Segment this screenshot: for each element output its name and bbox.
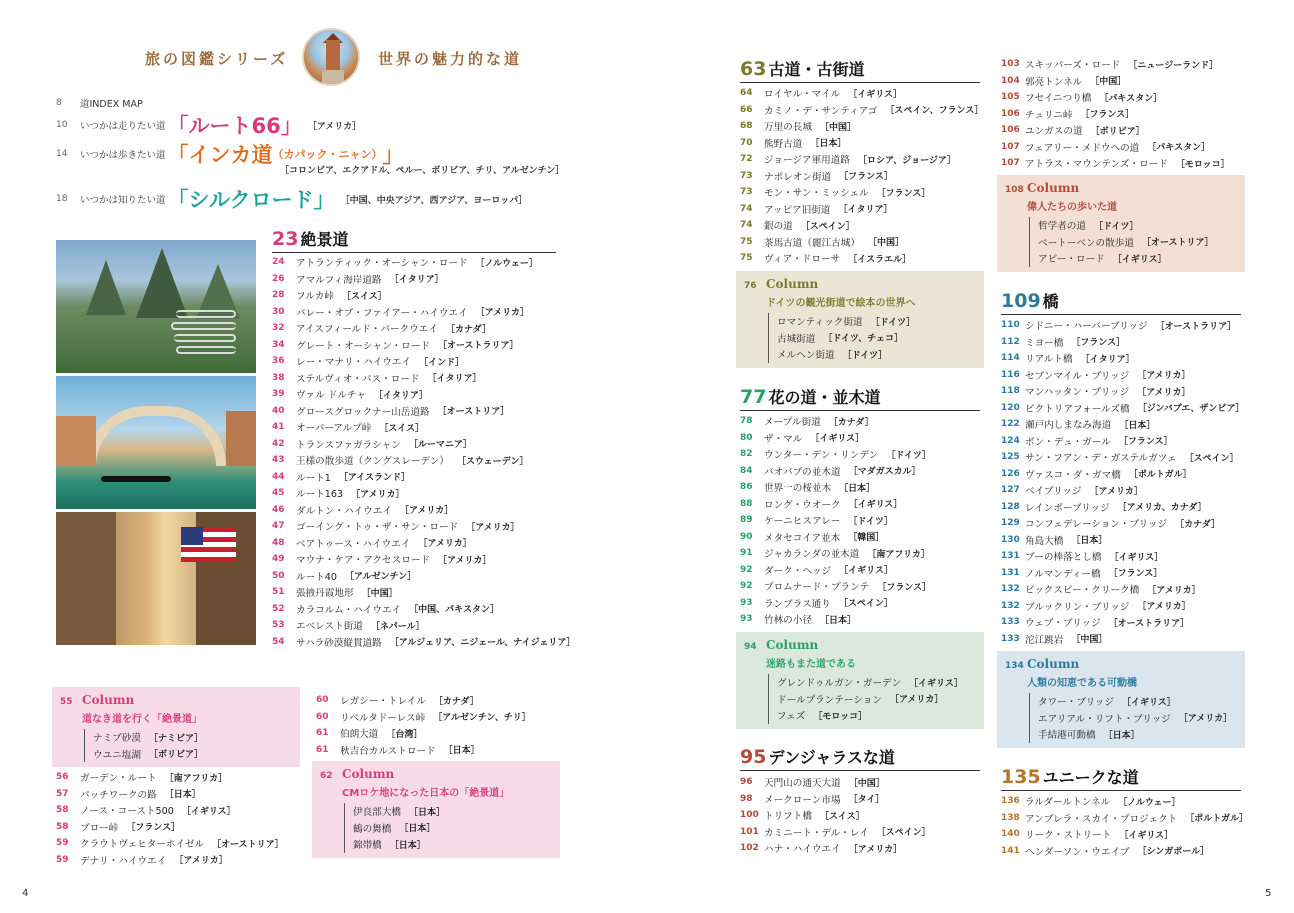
toc-entry[interactable]: 120 ビクトリアフォールズ橋 ［ジンバブエ、ザンビア］ bbox=[1001, 402, 1245, 415]
toc-entry[interactable]: 129 コンフェデレーション・ブリッジ ［カナダ］ bbox=[1001, 518, 1221, 531]
toc-entry[interactable]: 107 アトラス・マウンテンズ・ロード ［モロッコ］ bbox=[1001, 158, 1230, 171]
toc-entry[interactable]: 132 ビックスビー・クリーク橋 ［アメリカ］ bbox=[1001, 584, 1201, 597]
toc-entry[interactable]: 68 万里の長城 ［中国］ bbox=[740, 121, 856, 134]
toc-entry[interactable]: 24 アトランティック・オーシャン・ロード ［ノルウェー］ bbox=[272, 257, 538, 270]
toc-entry[interactable]: 58 ノース・コースト500 ［イギリス］ bbox=[56, 805, 236, 818]
inca-title: 「インカ道 bbox=[167, 143, 273, 167]
toc-entry[interactable]: 89 ケーニヒスアレー ［ドイツ］ bbox=[740, 515, 893, 528]
toc-entry[interactable]: 101 カミニート・デル・レイ ［スペイン］ bbox=[740, 826, 931, 839]
toc-entry[interactable]: 92 プロムナード・プランテ ［フランス］ bbox=[740, 581, 932, 594]
section-23-header: 23 絶景道 bbox=[272, 227, 556, 253]
toc-entry[interactable]: 78 メープル街道 ［カナダ］ bbox=[740, 416, 874, 429]
toc-entry[interactable]: 52 カラコルム・ハイウエイ ［中国、パキスタン］ bbox=[272, 603, 499, 616]
toc-entry[interactable]: 53 エベレスト街道 ［ネパール］ bbox=[272, 620, 425, 633]
column-item[interactable]: ナミブ砂漠 ［ナミビア］ bbox=[93, 733, 203, 745]
toc-entry[interactable]: 102 ハナ・ハイウエイ ［アメリカ］ bbox=[740, 843, 903, 856]
toc-entry[interactable]: 59 デナリ・ハイウエイ ［アメリカ］ bbox=[56, 854, 228, 867]
intro-route66[interactable]: 10 いつかは走りたい道 「ルート66」 ［アメリカ］ bbox=[56, 110, 361, 140]
toc-entry[interactable]: 49 マウナ・ケア・アクセスロード ［アメリカ］ bbox=[272, 554, 492, 567]
toc-entry[interactable]: 75 茶馬古道（麗江古城） ［中国］ bbox=[740, 236, 904, 249]
column-item[interactable]: タワー・ブリッジ ［イギリス］ bbox=[1038, 697, 1176, 709]
route66-title: 「ルート66」 bbox=[167, 114, 302, 138]
toc-entry[interactable]: 74 アッピア旧街道 ［イタリア］ bbox=[740, 203, 893, 216]
column-item[interactable]: ロマンティック街道 ［ドイツ］ bbox=[777, 317, 916, 329]
column-55-box[interactable]: 55 Column 道なき道を行く「絶景道」 ナミブ砂漠 ［ナミビア］ ウユニ塩湖 ［ボリビア］ bbox=[52, 687, 300, 767]
column-item[interactable]: 哲学者の道 ［ドイツ］ bbox=[1038, 221, 1139, 233]
column-item[interactable]: アビー・ロード ［イギリス］ bbox=[1038, 254, 1167, 266]
column-55-subtitle: 道なき道を行く「絶景道」 bbox=[82, 714, 202, 725]
toc-entry[interactable]: 40 グロースグロックナー山岳道路 ［オーストリア］ bbox=[272, 405, 510, 418]
toc-entry[interactable]: 73 モン・サン・ミッシェル ［フランス］ bbox=[740, 187, 931, 200]
toc-entry[interactable]: 42 トランスファガラシャン ［ルーマニア］ bbox=[272, 438, 472, 451]
section-109-list bbox=[1001, 317, 1244, 647]
toc-entry[interactable]: 60 レガシー・トレイル ［カナダ］ bbox=[316, 695, 479, 708]
toc-entry[interactable]: 56 ガーデン・ルート ［南アフリカ］ bbox=[56, 772, 228, 785]
toc-entry[interactable]: 45 ルート163 ［アメリカ］ bbox=[272, 488, 405, 501]
section-135-header: 135 ユニークな道 bbox=[1001, 765, 1241, 791]
list-60 bbox=[316, 692, 531, 758]
toc-entry[interactable]: 44 ルート1 ［アイスランド］ bbox=[272, 471, 410, 484]
toc-entry[interactable]: 114 リアルト橋 ［イタリア］ bbox=[1001, 353, 1135, 366]
list-103 bbox=[1001, 56, 1230, 172]
toc-entry[interactable]: 74 銀の道 ［スペイン］ bbox=[740, 220, 855, 233]
toc-entry[interactable]: 112 ミヨー橋 ［フランス］ bbox=[1001, 336, 1126, 349]
series-title: 旅の図鑑シリーズ bbox=[145, 50, 289, 68]
toc-entry[interactable]: 141 ヘンダーソン・ウエイブ ［シンガポール］ bbox=[1001, 845, 1210, 858]
toc-entry[interactable]: 131 ブーの棒落とし橋 ［イギリス］ bbox=[1001, 551, 1164, 564]
column-76-subtitle: ドイツの観光街道で絵本の世界へ bbox=[766, 298, 916, 309]
toc-entry[interactable]: 98 メークローン市場 ［タイ］ bbox=[740, 793, 885, 806]
toc-entry[interactable]: 130 角島大橋 ［日本］ bbox=[1001, 534, 1108, 547]
toc-entry[interactable]: 46 ダルトン・ハイウエイ ［アメリカ］ bbox=[272, 504, 454, 517]
road-emblem-image bbox=[302, 28, 360, 86]
toc-entry[interactable]: 82 ウンター・デン・リンデン ［ドイツ］ bbox=[740, 449, 931, 462]
right-page bbox=[647, 0, 1294, 913]
section-95-list bbox=[740, 774, 931, 857]
toc-entry[interactable]: 28 フルカ峠 ［スイス］ bbox=[272, 290, 387, 303]
column-134-box[interactable]: 134 Column 人類の知恵である可動橋 タワー・ブリッジ ［イギリス］ エアリアル・リフト・ブリッジ ［アメリカ］ 手結港可動橋 ［日本］ bbox=[997, 651, 1245, 748]
toc-entry[interactable]: 84 バオバブの並木道 ［マダガスカル］ bbox=[740, 465, 921, 478]
toc-entry[interactable]: 72 ジョージア軍用道路 ［ロシア、ジョージア］ bbox=[740, 154, 956, 167]
toc-entry[interactable]: 60 リベルタドーレス峠 ［アルゼンチン、チリ］ bbox=[316, 711, 531, 724]
toc-entry[interactable]: 133 沱江跳岩 ［中国］ bbox=[1001, 633, 1108, 646]
toc-entry[interactable]: 75 ヴィア・ドローサ ［イスラエル］ bbox=[740, 253, 912, 266]
column-76-box[interactable]: 76 Column ドイツの観光街道で絵本の世界へ ロマンティック街道 ［ドイツ］ 古城街道 ［ドイツ、チェコ］ メルヘン街道 ［ドイツ］ bbox=[736, 271, 984, 368]
toc-entry[interactable]: 92 ダーク・ヘッジ ［イギリス］ bbox=[740, 564, 893, 577]
column-item[interactable]: ドールプランテーション ［アメリカ］ bbox=[777, 694, 944, 706]
column-item[interactable]: 錦帯橋 ［日本］ bbox=[353, 840, 426, 852]
column-item[interactable]: グレンドゥルガン・ガーデン ［イギリス］ bbox=[777, 678, 963, 690]
book-title: 世界の魅力的な道 bbox=[378, 50, 523, 68]
toc-entry[interactable]: 88 ロング・ウオーク ［イギリス］ bbox=[740, 498, 903, 511]
column-item[interactable]: 伊良部大橋 ［日本］ bbox=[353, 807, 445, 819]
toc-entry[interactable]: 138 アンブレラ・スカイ・プロジェクト ［ポルトガル］ bbox=[1001, 812, 1248, 825]
column-item[interactable]: 古城街道 ［ドイツ、チェコ］ bbox=[777, 333, 904, 345]
toc-entry[interactable]: 43 王様の散歩道（クングスレーデン） ［スウェーデン］ bbox=[272, 455, 529, 468]
column-item[interactable]: フェズ ［モロッコ］ bbox=[777, 711, 868, 723]
toc-entry[interactable]: 132 ブルックリン・ブリッジ ［アメリカ］ bbox=[1001, 600, 1191, 613]
toc-entry[interactable]: 125 サン・フアン・デ・ガステルガツェ ［スペイン］ bbox=[1001, 452, 1239, 465]
toc-entry[interactable]: 39 ヴァル ドルチャ ［イタリア］ bbox=[272, 389, 428, 402]
section-135-list bbox=[1001, 793, 1248, 859]
toc-entry[interactable]: 105 フセイニつり橋 ［パキスタン］ bbox=[1001, 92, 1163, 105]
toc-entry[interactable]: 107 フェアリー・メドウへの道 ［パキスタン］ bbox=[1001, 141, 1211, 154]
silk-road-title: 「シルクロード」 bbox=[167, 188, 335, 212]
toc-entry[interactable]: 51 張掖丹霞地形 ［中国］ bbox=[272, 587, 398, 600]
toc-entry[interactable]: 54 サハラ砂漠縦貫道路 ［アルジェリア、ニジェール、ナイジェリア］ bbox=[272, 636, 576, 649]
intro-index-map[interactable]: 8 道INDEX MAP bbox=[56, 98, 143, 110]
toc-entry[interactable]: 38 ステルヴィオ・パス・ロード ［イタリア］ bbox=[272, 372, 482, 385]
intro-silk-road[interactable]: 18 いつかは知りたい道 「シルクロード」 ［中国、中央アジア、西アジア、ヨーロッパ］ bbox=[56, 184, 527, 214]
section-109-header: 109 橋 bbox=[1001, 289, 1241, 315]
column-108-box[interactable]: 108 Column 偉人たちの歩いた道 哲学者の道 ［ドイツ］ ベートーベンの散歩道 ［オーストリア］ アビー・ロード ［イギリス］ bbox=[997, 175, 1245, 272]
toc-entry[interactable]: 70 熊野古道 ［日本］ bbox=[740, 137, 847, 150]
toc-entry[interactable]: 47 ゴーイング・トゥ・ザ・サン・ロード ［アメリカ］ bbox=[272, 521, 520, 534]
toc-entry[interactable]: 140 リーク・ストリート ［イギリス］ bbox=[1001, 829, 1174, 842]
toc-entry[interactable]: 59 クラウトヴェヒターホイゼル ［オーストリア］ bbox=[56, 838, 284, 851]
toc-entry[interactable]: 66 カミノ・デ・サンティアゴ ［スペイン、フランス］ bbox=[740, 104, 984, 117]
column-item[interactable]: 手結港可動橋 ［日本］ bbox=[1038, 730, 1140, 742]
section-77-list bbox=[740, 413, 931, 628]
toc-entry[interactable]: 36 レー・マナリ・ハイウエイ ［インド］ bbox=[272, 356, 465, 369]
toc-entry[interactable]: 126 ヴァスコ・ダ・ガマ橋 ［ポルトガル］ bbox=[1001, 468, 1192, 481]
toc-entry[interactable]: 58 ブロー峠 ［フランス］ bbox=[56, 821, 181, 834]
toc-entry[interactable]: 128 レインボーブリッジ ［アメリカ、カナダ］ bbox=[1001, 501, 1207, 514]
inca-countries: ［コロンビア、エクアドル、ペルー、ボリビア、チリ、アルゼンチン］ bbox=[280, 166, 565, 176]
toc-entry[interactable]: 93 ランブラス通り ［スペイン］ bbox=[740, 597, 893, 610]
column-item[interactable]: エアリアル・リフト・ブリッジ ［アメリカ］ bbox=[1038, 713, 1233, 725]
toc-entry[interactable]: 48 ベアトゥース・ハイウエイ ［アメリカ］ bbox=[272, 537, 472, 550]
column-94-box[interactable]: 94 Column 迷路もまた道である グレンドゥルガン・ガーデン ［イギリス］ ドールプランテーション ［アメリカ］ フェズ ［モロッコ］ bbox=[736, 632, 984, 729]
page-number-left: 4 bbox=[22, 888, 29, 899]
toc-entry[interactable]: 131 ノルマンディー橋 ［フランス］ bbox=[1001, 567, 1163, 580]
toc-entry[interactable]: 50 ルート40 ［アルゼンチン］ bbox=[272, 570, 417, 583]
toc-entry[interactable]: 100 トリフト橋 ［スイス］ bbox=[740, 810, 865, 823]
toc-entry[interactable]: 116 セブンマイル・ブリッジ ［アメリカ］ bbox=[1001, 369, 1191, 382]
column-62-subtitle: CMロケ地になった日本の「絶景道」 bbox=[342, 788, 510, 799]
column-item[interactable]: メルヘン街道 ［ドイツ］ bbox=[777, 350, 888, 362]
toc-entry[interactable]: 80 ザ・マル ［イギリス］ bbox=[740, 432, 865, 445]
toc-entry[interactable]: 32 アイスフィールド・パークウエイ ［カナダ］ bbox=[272, 323, 492, 336]
column-62-box[interactable]: 62 Column CMロケ地になった日本の「絶景道」 伊良部大橋 ［日本］ 鶴の舞橋 ［日本］ 錦帯橋 ［日本］ bbox=[312, 761, 560, 858]
venice-rialto-photo bbox=[56, 376, 256, 509]
section-63-header: 63 古道・古街道 bbox=[740, 57, 980, 83]
toc-entry[interactable]: 133 ウェブ・ブリッジ ［オーストラリア］ bbox=[1001, 617, 1190, 630]
toc-entry[interactable]: 61 伯朗大道 ［台湾］ bbox=[316, 728, 423, 741]
intro-inca-trail[interactable]: 14 いつかは歩きたい道 「インカ道 （カパック・ニャン） 」 bbox=[56, 139, 406, 169]
toc-entry[interactable]: 86 世界一の桜並木 ［日本］ bbox=[740, 482, 876, 495]
page-number-right: 5 bbox=[1265, 888, 1272, 899]
section-63-list bbox=[740, 85, 983, 267]
toc-entry[interactable]: 57 パッチワークの路 ［日本］ bbox=[56, 788, 201, 801]
toc-entry[interactable]: 103 スキッパーズ・ロード ［ニュージーランド］ bbox=[1001, 59, 1219, 72]
section-95-header: 95 デンジャラスな道 bbox=[740, 745, 980, 771]
section-77-header: 77 花の道・並木道 bbox=[740, 385, 980, 411]
toc-entry[interactable]: 93 竹林の小径 ［日本］ bbox=[740, 614, 856, 627]
toc-entry[interactable]: 64 ロイヤル・マイル ［イギリス］ bbox=[740, 88, 903, 101]
toc-entry[interactable]: 104 郭亮トンネル ［中国］ bbox=[1001, 75, 1127, 88]
mountain-road-photo bbox=[56, 240, 256, 373]
toc-entry[interactable]: 90 メタセコイア並木 ［韓国］ bbox=[740, 531, 885, 544]
list-56 bbox=[56, 769, 284, 868]
column-134-subtitle: 人類の知恵である可動橋 bbox=[1027, 678, 1137, 689]
toc-entry[interactable]: 26 アマルフィ海岸道路 ［イタリア］ bbox=[272, 273, 444, 286]
toc-entry[interactable]: 106 ユンガスの道 ［ボリビア］ bbox=[1001, 125, 1145, 138]
toc-entry[interactable]: 96 天門山の通天大道 ［中国］ bbox=[740, 777, 885, 790]
toc-entry[interactable]: 34 グレート・オーシャン・ロード ［オーストラリア］ bbox=[272, 339, 519, 352]
column-item[interactable]: ベートーベンの散歩道 ［オーストリア］ bbox=[1038, 237, 1214, 249]
column-item[interactable]: 鶴の舞橋 ［日本］ bbox=[353, 823, 436, 835]
column-108-subtitle: 偉人たちの歩いた道 bbox=[1027, 202, 1117, 213]
toc-entry[interactable]: 41 オーバーアルプ峠 ［スイス］ bbox=[272, 422, 425, 435]
toc-entry[interactable]: 127 ベイブリッジ ［アメリカ］ bbox=[1001, 485, 1143, 498]
toc-entry[interactable]: 30 バレー・オブ・ファイアー・ハイウエイ ［アメリカ］ bbox=[272, 306, 530, 319]
section-23-list bbox=[272, 254, 575, 650]
toc-entry[interactable]: 91 ジャカランダの並木道 ［南アフリカ］ bbox=[740, 548, 930, 561]
toc-entry[interactable]: 118 マンハッタン・ブリッジ ［アメリカ］ bbox=[1001, 386, 1191, 399]
toc-entry[interactable]: 122 瀬戸内しまなみ海道 ［日本］ bbox=[1001, 419, 1156, 432]
toc-entry[interactable]: 136 ラルダールトンネル ［ノルウェー］ bbox=[1001, 796, 1181, 809]
toc-entry[interactable]: 110 シドニー・ハーバーブリッジ ［オーストラリア］ bbox=[1001, 320, 1237, 333]
column-94-subtitle: 迷路もまた道である bbox=[766, 659, 856, 670]
toc-entry[interactable]: 124 ポン・デュ・ガール ［フランス］ bbox=[1001, 435, 1173, 448]
toc-entry[interactable]: 73 ナポレオン街道 ［フランス］ bbox=[740, 170, 893, 183]
column-item[interactable]: ウユニ塩湖 ［ボリビア］ bbox=[93, 749, 203, 761]
toc-entry[interactable]: 106 チュリニ峠 ［フランス］ bbox=[1001, 108, 1135, 121]
toc-entry[interactable]: 61 秋吉台カルストロード ［日本］ bbox=[316, 744, 480, 757]
wall-street-photo bbox=[56, 512, 256, 645]
